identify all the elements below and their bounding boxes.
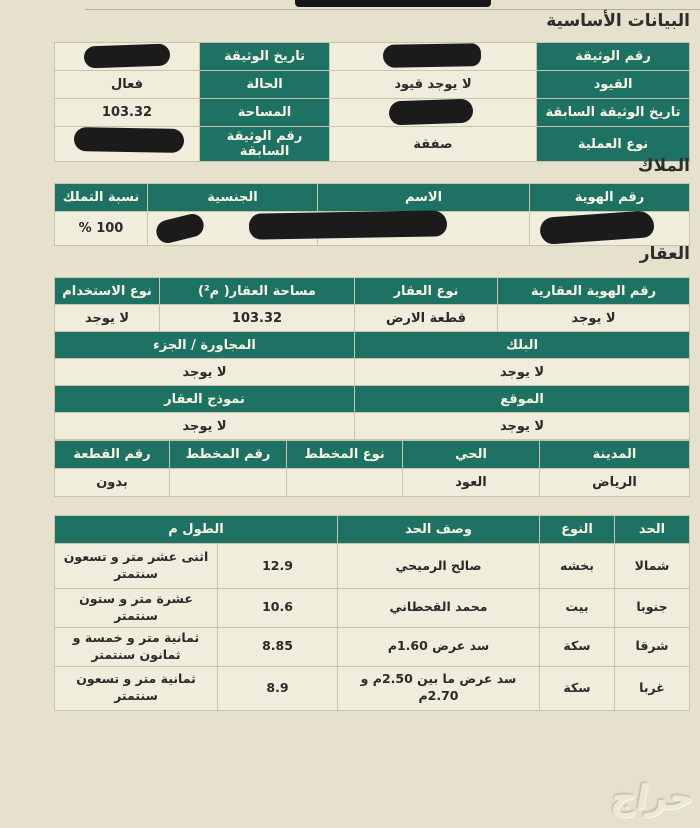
section-title-property: العقار (639, 244, 690, 264)
boundary-type: بيت (540, 589, 615, 628)
usage-type-header: نوع الاستخدام (55, 278, 160, 305)
boundary-length-number: 8.9 (218, 666, 338, 710)
city-value: الرياض (540, 469, 690, 497)
table-row (55, 386, 690, 413)
usage-type-value: لا يوجد (55, 305, 160, 332)
table-row (55, 627, 690, 666)
table-row (55, 544, 690, 589)
parcel-number-header: رقم القطعة (55, 441, 170, 469)
table-row (55, 305, 690, 332)
location-header: الموقع (355, 386, 690, 413)
boundary-desc: صالح الرميحي (338, 544, 540, 589)
status-label: الحالة (200, 71, 330, 99)
area-value: 103.32 (55, 99, 200, 127)
plan-number-header: رقم المخطط (170, 441, 287, 469)
table-row (55, 469, 690, 497)
restrictions-label: القيود (537, 71, 690, 99)
boundary-side: شرقا (615, 627, 690, 666)
property-id-header: رقم الهوية العقارية (498, 278, 690, 305)
prev-doc-number-label: رقم الوثيقة السابقة (200, 127, 330, 162)
boundary-desc-header: وصف الحد (338, 516, 540, 544)
boundary-length-text: ثمانية متر و تسعون سنتمتر (55, 666, 218, 710)
boundary-length-text: عشرة متر و ستون سنتمتر (55, 589, 218, 628)
table-row (55, 99, 690, 127)
redaction-blob-doc-number (383, 43, 481, 68)
boundary-side: غربا (615, 666, 690, 710)
boundary-type: سكة (540, 627, 615, 666)
table-row (55, 332, 690, 359)
table-row (55, 413, 690, 440)
operation-type-value: صفقة (330, 127, 537, 162)
parcel-number-value: بدون (55, 469, 170, 497)
property-area-value: 103.32 (160, 305, 355, 332)
boundaries-table (54, 515, 690, 711)
owner-share-value: 100 % (55, 212, 148, 246)
property-table-plan (54, 440, 690, 497)
city-header: المدينة (540, 441, 690, 469)
plan-type-value (287, 469, 403, 497)
boundary-type: بخشه (540, 544, 615, 589)
table-row (55, 184, 690, 212)
section-title-owners: الملاك (637, 156, 690, 176)
table-row (55, 359, 690, 386)
redaction-blob-prev-doc-number (74, 127, 184, 153)
boundary-side: جنوبا (615, 589, 690, 628)
owner-nationality-header: الجنسية (148, 184, 318, 212)
table-row (55, 278, 690, 305)
plan-type-header: نوع المخطط (287, 441, 403, 469)
property-area-header: مساحة العقار( م²) (160, 278, 355, 305)
status-value: فعال (55, 71, 200, 99)
boundary-desc: محمد القحطاني (338, 589, 540, 628)
adjacent-part-value: لا يوجد (55, 359, 355, 386)
redaction-blob-prev-doc-date (389, 99, 474, 126)
boundary-header: الحد (615, 516, 690, 544)
boundary-length-text: اثنى عشر متر و تسعون سنتمتر (55, 544, 218, 589)
table-row (55, 589, 690, 628)
property-table-main (54, 277, 690, 440)
top-divider-line (85, 9, 700, 10)
property-model-value: لا يوجد (55, 413, 355, 440)
property-type-header: نوع العقار (355, 278, 498, 305)
block-header: البلك (355, 332, 690, 359)
owner-id-header: رقم الهوية (530, 184, 690, 212)
district-header: الحي (403, 441, 540, 469)
area-label: المساحة (200, 99, 330, 127)
boundary-type: سكة (540, 666, 615, 710)
block-value: لا يوجد (355, 359, 690, 386)
adjacent-part-header: المجاورة / الجزء (55, 332, 355, 359)
owner-name-header: الاسم (318, 184, 530, 212)
plan-number-value (170, 469, 287, 497)
boundary-length-text: ثمانية متر و خمسة و ثمانون سنتمتر (55, 627, 218, 666)
table-row (55, 666, 690, 710)
boundary-length-number: 8.85 (218, 627, 338, 666)
boundary-desc: سد عرض ما بين 2.50م و 2.70م (338, 666, 540, 710)
prev-doc-date-label: تاريخ الوثيقة السابقة (537, 99, 690, 127)
property-id-value: لا يوجد (498, 305, 690, 332)
boundary-type-header: النوع (540, 516, 615, 544)
table-row (55, 441, 690, 469)
section-title-basic-data: البيانات الأساسية (546, 11, 690, 31)
doc-date-label: تاريخ الوثيقة (200, 43, 330, 71)
boundary-side: شمالا (615, 544, 690, 589)
property-type-value: قطعة الارض (355, 305, 498, 332)
table-row (55, 516, 690, 544)
table-row (55, 71, 690, 99)
redaction-bar-top (295, 0, 491, 7)
property-model-header: نموذج العقار (55, 386, 355, 413)
doc-number-label: رقم الوثيقة (537, 43, 690, 71)
owner-share-header: نسبة التملك (55, 184, 148, 212)
operation-type-label: نوع العملية (537, 127, 690, 162)
boundary-length-number: 12.9 (218, 544, 338, 589)
district-value: العود (403, 469, 540, 497)
boundary-length-header: الطول م (55, 516, 338, 544)
redaction-blob-doc-date (84, 44, 171, 69)
boundary-desc: سد عرض 1.60م (338, 627, 540, 666)
location-value: لا يوجد (355, 413, 690, 440)
haraj-watermark: حراج (608, 778, 698, 818)
boundary-length-number: 10.6 (218, 589, 338, 628)
redaction-blob-owner-name (249, 210, 447, 239)
restrictions-value: لا يوجد قيود (330, 71, 537, 99)
